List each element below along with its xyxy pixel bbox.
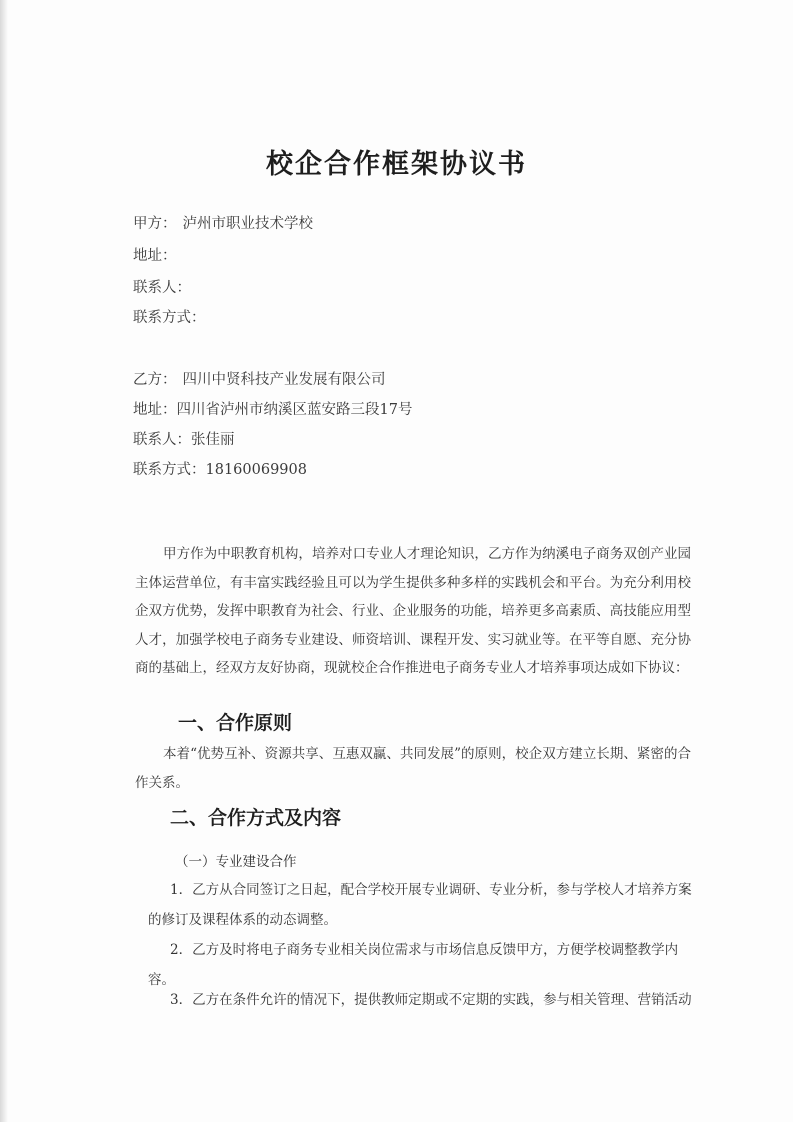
section1-heading: 一、合作原则 bbox=[178, 712, 293, 734]
section2-item-1-text: 1．乙方从合同签订之日起，配合学校开展专业调研、专业分析，参与学校人才培养方案的修订及课程体系的动态调整。 bbox=[148, 882, 692, 928]
party-a-phone-line bbox=[133, 306, 206, 327]
party-b-name-value: 四川中贤科技产业发展有限公司 bbox=[182, 372, 386, 388]
document-title: 校企合作框架协议书 bbox=[266, 149, 527, 180]
party-b-address-label: 地址： bbox=[133, 402, 177, 418]
section1-paragraph bbox=[135, 740, 691, 797]
party-b-phone-line bbox=[133, 458, 307, 479]
party-b-address-value: 四川省泸州市纳溪区蓝安路三段17号 bbox=[176, 402, 413, 418]
section1-text: 本着“优势互补、资源共享、互惠双赢、共同发展”的原则，校企双方建立长期、紧密的合作关系。 bbox=[135, 746, 691, 791]
party-b-address-line bbox=[133, 398, 412, 419]
section2-subheading: （一）专业建设合作 bbox=[175, 854, 297, 870]
party-b-contact-line bbox=[133, 428, 235, 449]
party-b-contact-value: 张佳丽 bbox=[191, 432, 235, 448]
party-b-phone-value: 18160069908 bbox=[205, 462, 307, 478]
party-a-address-line bbox=[133, 244, 177, 265]
party-a-address-label: 地址： bbox=[133, 248, 177, 264]
party-a-name-label: 甲方： bbox=[133, 216, 177, 232]
party-b-name-label: 乙方： bbox=[133, 372, 177, 388]
intro-paragraph bbox=[135, 540, 691, 683]
section2-item-3-text: 3．乙方在条件允许的情况下，提供教师定期或不定期的实践，参与相关管理、营销活动 bbox=[170, 992, 692, 1008]
party-b-phone-label: 联系方式： bbox=[133, 462, 206, 478]
section2-heading: 二、合作方式及内容 bbox=[170, 807, 342, 829]
intro-text: 甲方作为中职教育机构，培养对口专业人才理论知识，乙方作为纳溪电子商务双创产业园主体运营单位，有丰富实践经验且可以为学生提供多种多样的实践机会和平台。为充分利用校企双方优势，发挥中职教育为社会、行业、企业服务的功能，培养更多高素质、高技能应用型人才，加强学校电子商务专业建设、师资培训、课程开发、实习就业等。在平等自愿、充分协商的基础上，经双方友好协商，现就校企合作推进电子商务专业人才培养事项达成如下协议： bbox=[135, 546, 691, 676]
party-b-name-line bbox=[133, 368, 386, 389]
section2-item-1 bbox=[148, 875, 693, 935]
party-a-contact-line bbox=[133, 276, 191, 297]
section2-item-3 bbox=[148, 985, 693, 1015]
party-a-contact-label: 联系人： bbox=[133, 280, 191, 296]
party-b-contact-label: 联系人： bbox=[133, 432, 191, 448]
party-a-name-line bbox=[133, 212, 313, 233]
party-a-name-value: 泸州市职业技术学校 bbox=[182, 216, 313, 232]
party-a-phone-label: 联系方式： bbox=[133, 310, 206, 326]
section2-item-2-text: 2．乙方及时将电子商务专业相关岗位需求与市场信息反馈甲方，方便学校调整教学内容。 bbox=[148, 942, 679, 988]
